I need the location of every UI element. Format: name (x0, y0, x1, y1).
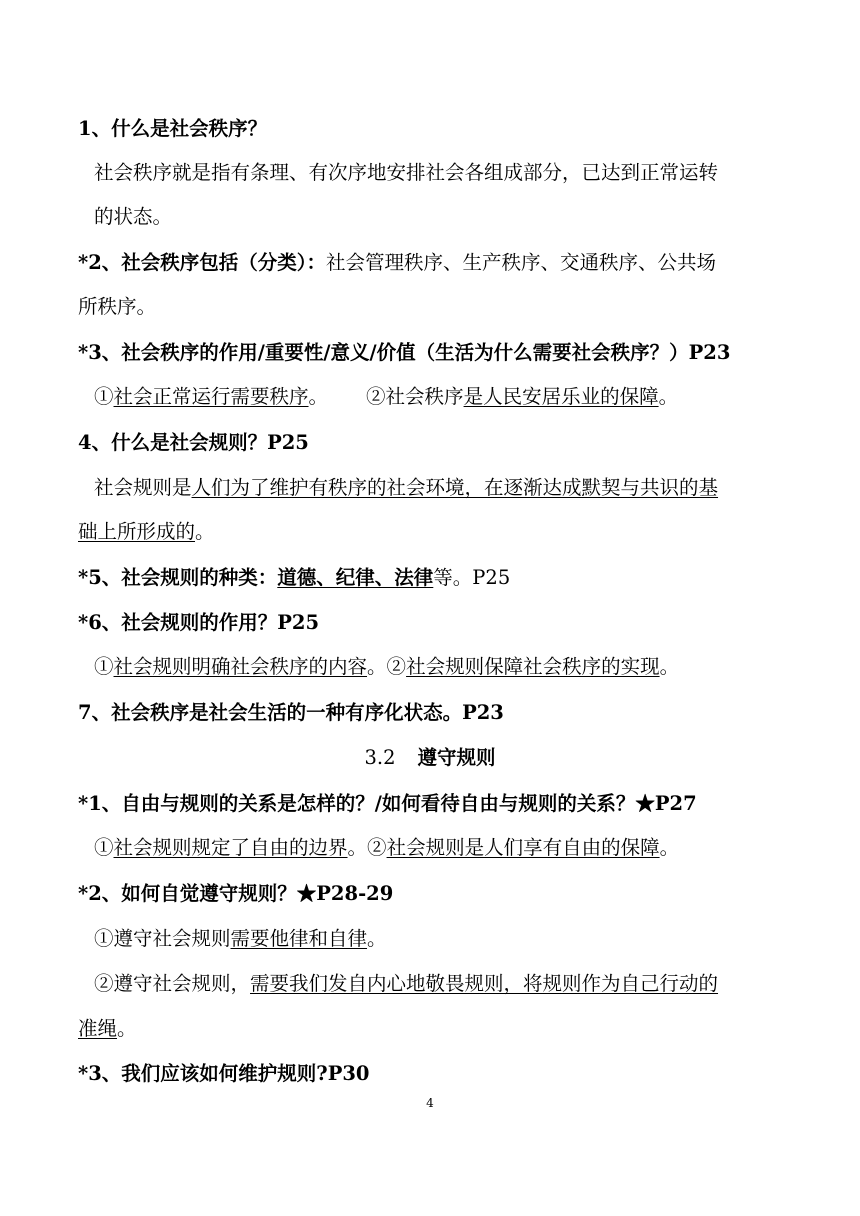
q3-answer2-underlined: 是人民安居乐业的保障 (463, 385, 659, 408)
s1-heading: *1、自由与规则的关系是怎样的？/如何看待自由与规则的关系？★P27 (78, 792, 697, 815)
section-title: 遵守规则 (417, 746, 496, 769)
q5-line: *5、社会规则的种类：道德、纪律、法律等。P25 (78, 566, 511, 589)
s2-answer2-line2: 准绳。 (78, 1017, 137, 1040)
q5-kinds: 道德、纪律、法律 (277, 566, 434, 589)
q4-heading: 4、什么是社会规则？P25 (78, 431, 309, 454)
q2-heading: *2、社会秩序包括（分类）： (78, 251, 327, 274)
q6-answers: ①社会规则明确社会秩序的内容。②社会规则保障社会秩序的实现。 (94, 655, 680, 678)
section-number: 3.2 (364, 746, 396, 769)
q6-answer2-underlined: 社会规则保障社会秩序的实现 (406, 655, 660, 678)
page-number: 4 (426, 1096, 434, 1110)
s2-answer1-underlined: 需要他律和自律 (230, 927, 368, 950)
section-heading (0, 744, 860, 772)
q3-heading: *3、社会秩序的作用/重要性/意义/价值（生活为什么需要社会秩序？）P23 (78, 341, 731, 364)
s1-answers: ①社会规则规定了自由的边界。②社会规则是人们享有自由的保障。 (94, 836, 680, 859)
s2-answer1: ①遵守社会规则需要他律和自律。 (94, 927, 387, 950)
q1-answer-line1: 社会秩序就是指有条理、有次序地安排社会各组成部分，已达到正常运转 (94, 161, 719, 184)
q1-answer-line2: 的状态。 (94, 205, 173, 228)
q2-line1 (78, 249, 716, 277)
s3-heading: *3、我们应该如何维护规则?P30 (78, 1062, 370, 1085)
s2-answer2-underlined: 需要我们发自内心地敬畏规则，将规则作为自己行动的 (250, 972, 719, 995)
q6-answer1-underlined: 社会规则明确社会秩序的内容 (113, 655, 368, 678)
q4-answer-line2: 础上所形成的。 (78, 520, 215, 543)
q4-answer-line1: 社会规则是人们为了维护有秩序的社会环境，在逐渐达成默契与共识的基 (94, 476, 719, 499)
s2-answer2-line1: ②遵守社会规则，需要我们发自内心地敬畏规则，将规则作为自己行动的 (94, 972, 719, 995)
q6-heading: *6、社会规则的作用？P25 (78, 611, 320, 634)
q3-answer1-underlined: 社会正常运行需要秩序 (113, 385, 309, 408)
s1-answer1-underlined: 社会规则规定了自由的边界 (113, 836, 348, 859)
q2-text-line2: 所秩序。 (78, 295, 157, 318)
q4-answer-underlined: 人们为了维护有秩序的社会环境，在逐渐达成默契与共识的基 (191, 476, 719, 499)
q7-heading: 7、社会秩序是社会生活的一种有序化状态。P23 (78, 701, 504, 724)
q1-heading: 1、什么是社会秩序？ (78, 117, 268, 140)
q5-heading: *5、社会规则的种类： (78, 566, 278, 589)
q2-text-line1: 社会管理秩序、生产秩序、交通秩序、公共场 (326, 251, 717, 274)
q3-answers: ①社会正常运行需要秩序。 ②社会秩序是人民安居乐业的保障。 (94, 385, 679, 408)
s1-answer2-underlined: 社会规则是人们享有自由的保障 (386, 836, 660, 859)
s2-heading: *2、如何自觉遵守规则？★P28-29 (78, 882, 394, 905)
